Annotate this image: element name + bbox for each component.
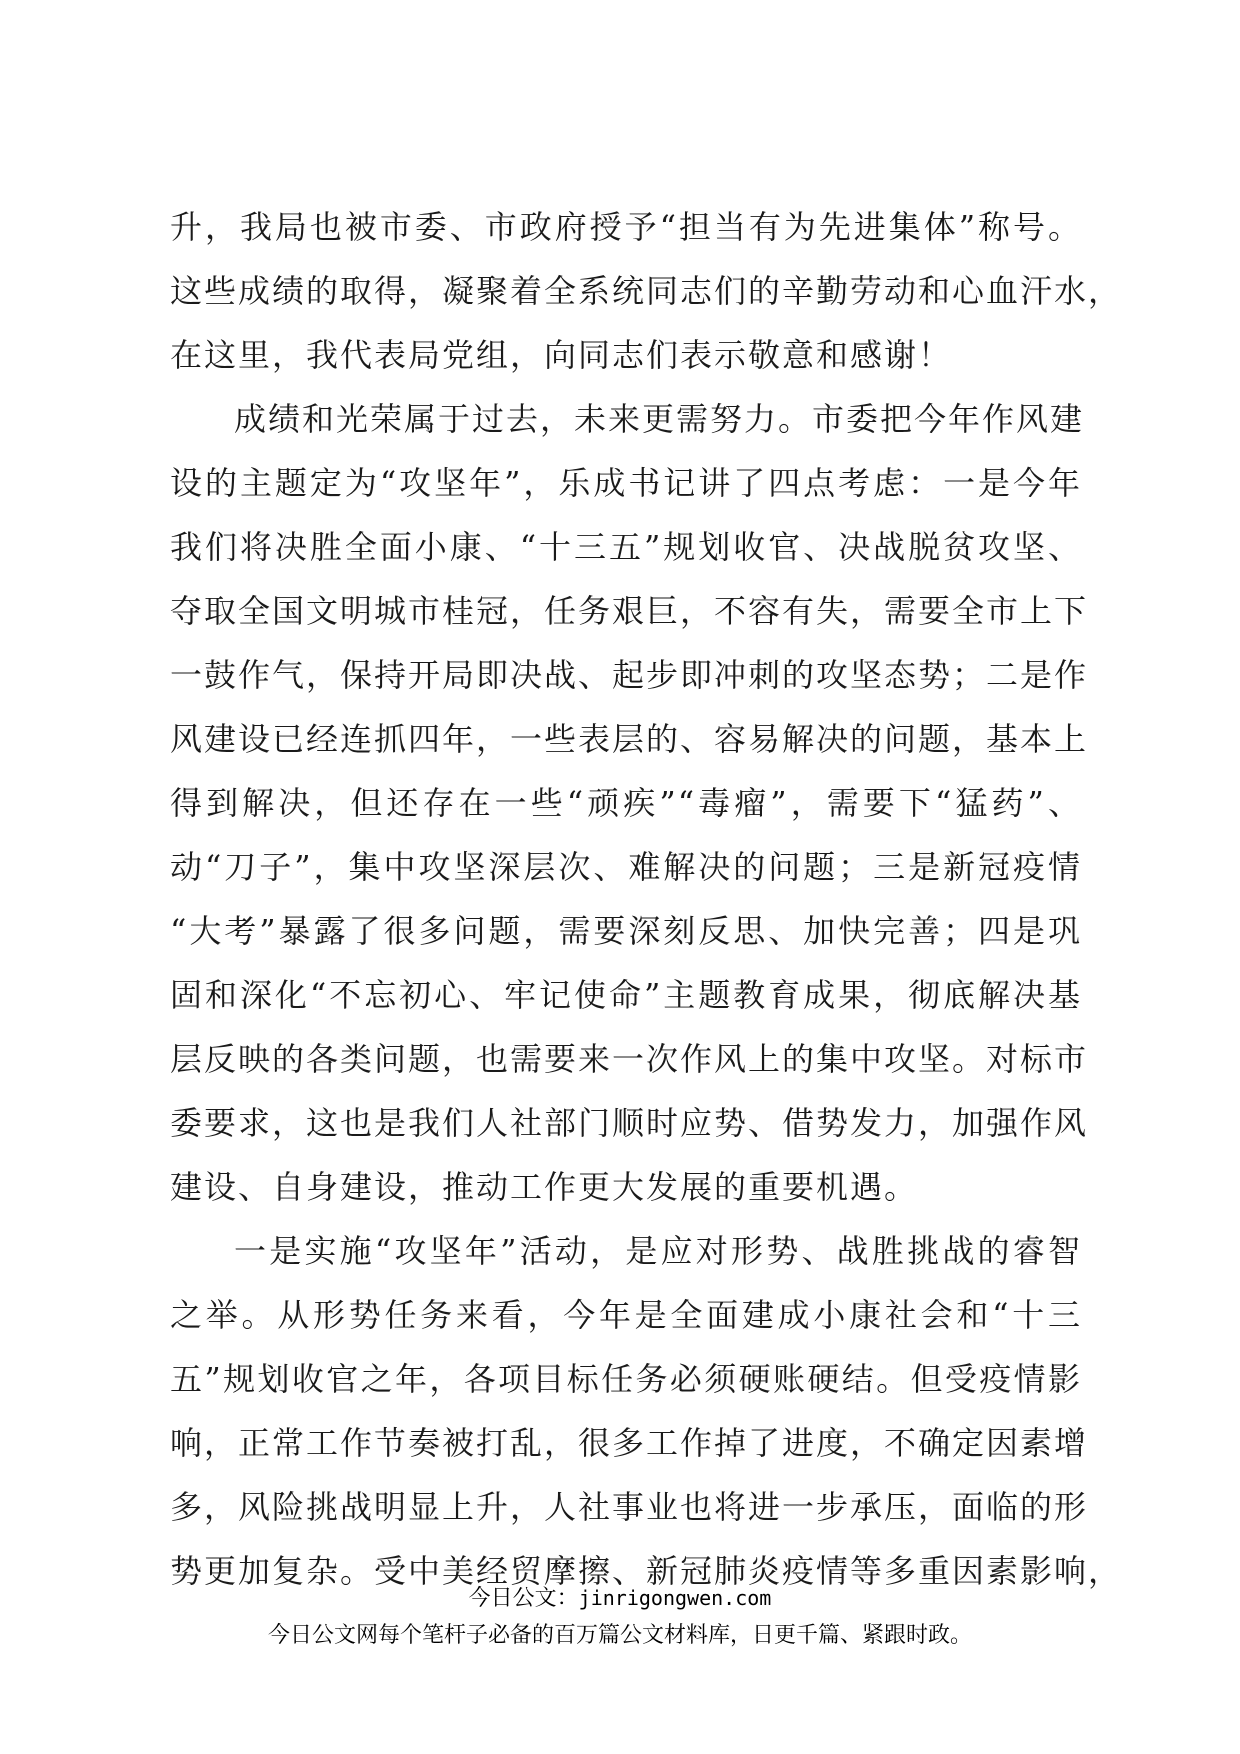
text-line: 五”规划收官之年，各项目标任务必须硬账硬结。但受疫情影 bbox=[170, 1360, 1082, 1398]
footer-slogan: 今日公文网每个笔杆子必备的百万篇公文材料库，日更千篇、紧跟时政。 bbox=[267, 1623, 972, 1648]
text-line: 之举。从形势任务来看，今年是全面建成小康社会和“十三 bbox=[170, 1296, 1082, 1334]
text-line: 势更加复杂。受中美经贸摩擦、新冠肺炎疫情等多重因素影响， bbox=[170, 1552, 1123, 1590]
text-line: 成绩和光荣属于过去，未来更需努力。市委把今年作风建 bbox=[234, 400, 1085, 438]
text-line: 多，风险挑战明显上升，人社事业也将进一步承压，面临的形 bbox=[170, 1488, 1089, 1526]
text-line: 一鼓作气，保持开局即决战、起步即冲刺的攻坚态势；二是作 bbox=[170, 656, 1089, 694]
text-line: 设的主题定为“攻坚年”，乐成书记讲了四点考虑：一是今年 bbox=[170, 464, 1082, 502]
text-line: 响，正常工作节奏被打乱，很多工作掉了进度，不确定因素增 bbox=[170, 1424, 1089, 1462]
footer-site-label: 今日公文： bbox=[468, 1586, 579, 1611]
footer-site-link[interactable]: jinrigongwen.com bbox=[578, 1586, 772, 1610]
text-line: 风建设已经连抓四年，一些表层的、容易解决的问题，基本上 bbox=[170, 720, 1089, 758]
text-line: 得到解决，但还存在一些“顽疾”“毒瘤”，需要下“猛药”、 bbox=[170, 784, 1082, 822]
text-line: 这些成绩的取得，凝聚着全系统同志们的辛勤劳动和心血汗水， bbox=[170, 272, 1123, 310]
text-line: 夺取全国文明城市桂冠，任务艰巨，不容有失，需要全市上下 bbox=[170, 592, 1089, 630]
text-line: 一是实施“攻坚年”活动，是应对形势、战胜挑战的睿智 bbox=[234, 1232, 1082, 1270]
text-line: 在这里，我代表局党组，向同志们表示敬意和感谢！ bbox=[170, 336, 953, 374]
text-line: 建设、自身建设，推动工作更大发展的重要机遇。 bbox=[170, 1168, 919, 1206]
text-line: 升，我局也被市委、市政府授予“担当有为先进集体”称号。 bbox=[170, 208, 1082, 246]
text-line: 委要求，这也是我们人社部门顺时应势、借势发力，加强作风 bbox=[170, 1104, 1089, 1142]
text-line: 我们将决胜全面小康、“十三五”规划收官、决战脱贫攻坚、 bbox=[170, 528, 1082, 566]
text-line: “大考”暴露了很多问题，需要深刻反思、加快完善；四是巩 bbox=[170, 912, 1082, 950]
footer-site bbox=[0, 1583, 1240, 1614]
text-line: 层反映的各类问题，也需要来一次作风上的集中攻坚。对标市 bbox=[170, 1040, 1089, 1078]
text-line: 固和深化“不忘初心、牢记使命”主题教育成果，彻底解决基 bbox=[170, 976, 1082, 1014]
text-line: 动“刀子”，集中攻坚深层次、难解决的问题；三是新冠疫情 bbox=[170, 848, 1082, 886]
